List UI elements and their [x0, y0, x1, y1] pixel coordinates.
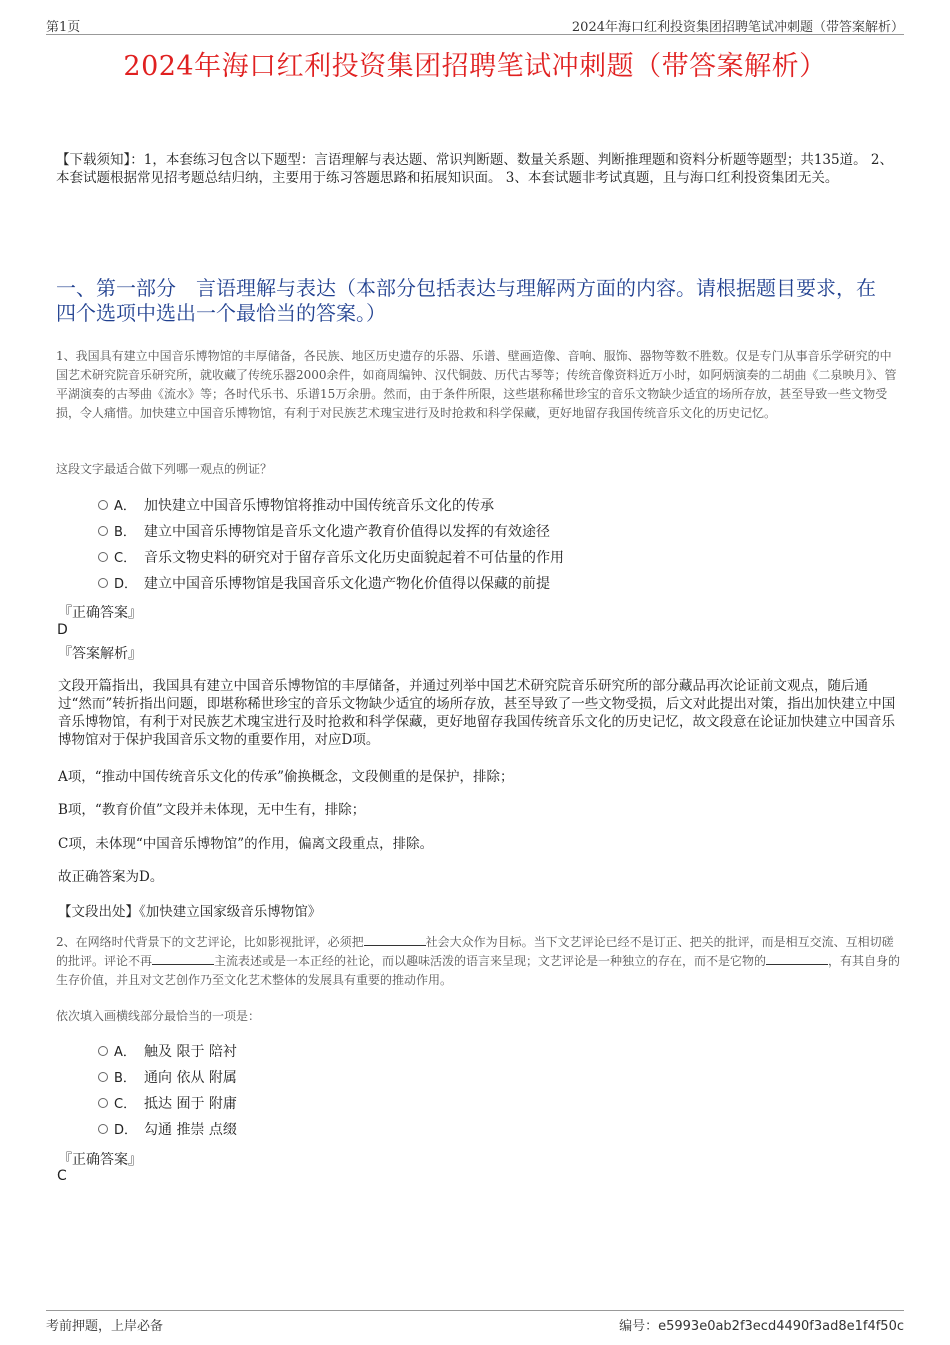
option-c[interactable]: C． 抵达 囿于 附庸: [98, 1091, 237, 1117]
page-number: 第1页: [46, 20, 81, 35]
section-heading: 一、第一部分 言语理解与表达（本部分包括表达与理解两方面的内容。请根据题目要求，在四个选项中选出一个最恰当的答案。）: [56, 276, 876, 325]
header-doc-title: 2024年海口红利投资集团招聘笔试冲刺题（带答案解析）: [571, 20, 904, 35]
question-1-text: 1、我国具有建立中国音乐博物馆的丰厚储备，各民族、地区历史遗存的乐器、乐谱、壁画造像、音响、服饰、器物等数不胜数。仅是专门从事音乐学研究的中国艺术研究院音乐研究所，就收藏了传统乐器2000余件，如商周编钟、汉代铜鼓、历代古琴等；传统音像资料近万小时，如阿炳演奏的二胡曲《二泉映月》、管平湖演奏的古琴曲《流水》等；各时代乐书、乐谱15万余册。然而，由于条件所限，这些堪称稀世珍宝的音乐文物缺少适宜的场所存放，甚至导致一些文物受损，令人痛惜。加快建立中国音乐博物馆，有利于对民族艺术瑰宝进行及时抢救和科学保藏，更好地留存我国传统音乐文化的历史记忆。: [56, 349, 897, 420]
fill-blank-2[interactable]: [152, 952, 214, 965]
download-notice: 【下载须知】：1，本套练习包含以下题型：言语理解与表达题、常识判断题、数量关系题、判断推理题和资料分析题等题型；共135道。 2、本套试题根据常见招考题总结归纳，主要用于练习答题思路和拓展知识面。 3、本套试题非考试真题，且与海口红利投资集团无关。: [56, 152, 893, 186]
analysis-option-b: B项，“教育价值”文段并未体现，无中生有，排除；: [58, 802, 366, 818]
radio-icon[interactable]: [98, 578, 108, 588]
option-d[interactable]: D． 建立中国音乐博物馆是我国音乐文化遗产物化价值得以保藏的前提: [98, 571, 564, 597]
footer-code: 编号：e5993e0ab2f3ecd4490f3ad8e1f4f50c: [619, 1319, 904, 1334]
radio-icon[interactable]: [98, 500, 108, 510]
source-reference: 【文段出处】《加快建立国家级音乐博物馆》: [58, 904, 322, 920]
page-title: 2024年海口红利投资集团招聘笔试冲刺题（带答案解析）: [123, 51, 827, 82]
option-c[interactable]: C． 音乐文物史料的研究对于留存音乐文化历史面貌起着不可估量的作用: [98, 545, 564, 571]
radio-icon[interactable]: [98, 1072, 108, 1082]
option-b[interactable]: B． 通向 依从 附属: [98, 1065, 237, 1091]
question-2-options: [98, 1039, 237, 1143]
analysis-label: 『答案解析』: [58, 646, 142, 662]
page-header: [46, 14, 904, 35]
radio-icon[interactable]: [98, 526, 108, 536]
page-footer: [46, 1310, 904, 1333]
fill-blank-3[interactable]: [766, 952, 828, 965]
answer-value: D: [57, 622, 68, 638]
analysis-option-a: A项，“推动中国传统音乐文化的传承”偷换概念，文段侧重的是保护，排除；: [58, 769, 514, 785]
radio-icon[interactable]: [98, 1124, 108, 1134]
option-d[interactable]: D． 勾通 推崇 点缀: [98, 1117, 237, 1143]
radio-icon[interactable]: [98, 552, 108, 562]
answer-label: 『正确答案』: [58, 605, 142, 621]
question-2-prompt: 依次填入画横线部分最恰当的一项是：: [56, 1009, 261, 1023]
question-1-prompt: 这段文字最适合做下列哪一观点的例证？: [56, 462, 273, 476]
analysis-conclusion: 故正确答案为D。: [58, 869, 164, 885]
option-b[interactable]: B． 建立中国音乐博物馆是音乐文化遗产教育价值得以发挥的有效途径: [98, 519, 564, 545]
question-1-options: [98, 493, 564, 597]
radio-icon[interactable]: [98, 1098, 108, 1108]
option-a[interactable]: A． 触及 限于 陪衬: [98, 1039, 237, 1065]
analysis-text: 文段开篇指出，我国具有建立中国音乐博物馆的丰厚储备，并通过列举中国艺术研究院音乐研究所的部分藏品再次论证前文观点，随后通过“然而”转折指出问题，即堪称稀世珍宝的音乐文物缺少适宜的场所存放，甚至导致了一些文物受损，后文对此提出对策，指出加快建立中国音乐博物馆，有利于对民族艺术瑰宝进行及时抢救和科学保藏，更好地留存我国传统音乐文化的历史记忆，故文段意在论证加快建立中国音乐博物馆对于保护我国音乐文物的重要作用，对应D项。: [58, 678, 896, 748]
answer-label: 『正确答案』: [58, 1152, 142, 1168]
analysis-option-c: C项，未体现“中国音乐博物馆”的作用，偏离文段重点，排除。: [58, 836, 434, 852]
radio-icon[interactable]: [98, 1046, 108, 1056]
option-a[interactable]: A． 加快建立中国音乐博物馆将推动中国传统音乐文化的传承: [98, 493, 564, 519]
footer-slogan: 考前押题，上岸必备: [46, 1319, 164, 1334]
fill-blank-1[interactable]: [364, 933, 426, 946]
question-2-text: 2、在网络时代背景下的文艺评论，比如影视批评，必须把 社会大众作为目标。当下文艺评论已经不是订正、把关的批评，而是相互交流、互相切磋的批评。评论不再 主流表述或是一本正经的社论，而以趣味活泼的语言来呈现；文艺评论是一种独立的存在，而不是它物的 ，有其自身的生存价值，并且对文艺创作乃至文化艺术整体的发展具有重要的推动作用。: [56, 935, 901, 987]
answer-value: C: [57, 1168, 67, 1184]
